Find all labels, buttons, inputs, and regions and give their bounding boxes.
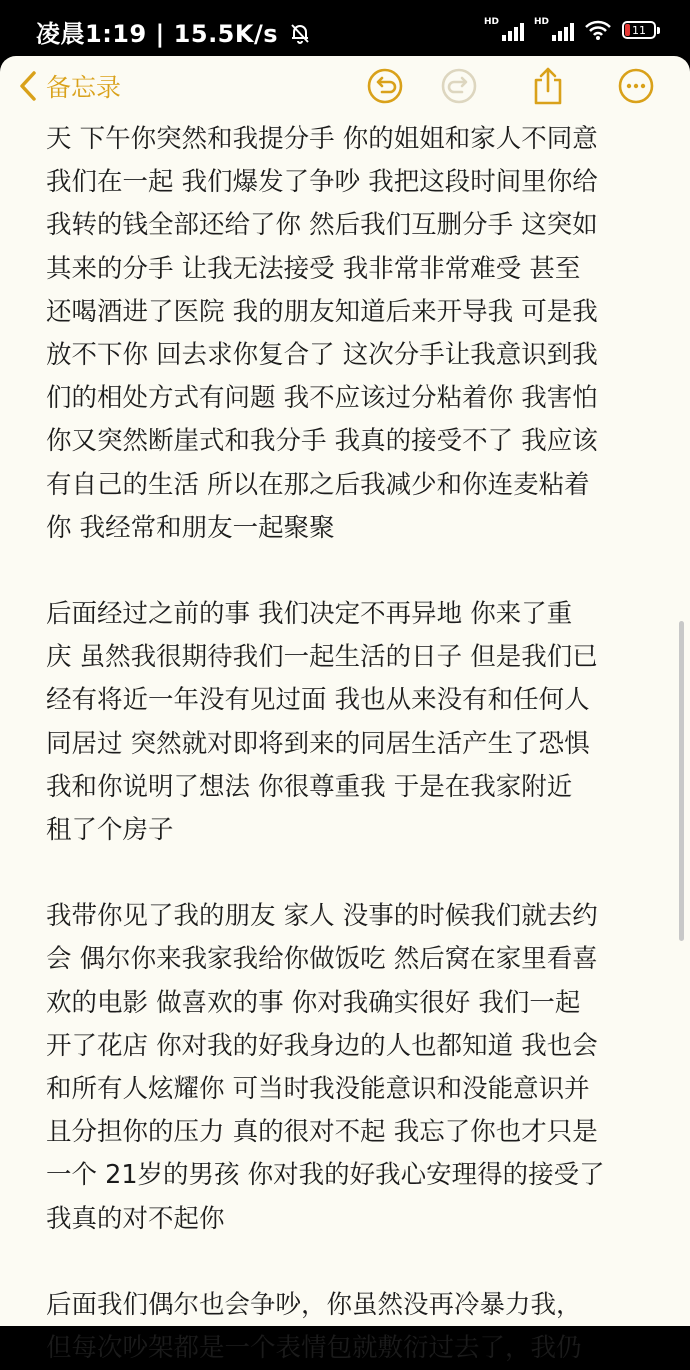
battery-level: 11 <box>632 23 646 37</box>
more-button[interactable] <box>614 64 658 108</box>
hd-label: HD <box>534 17 550 27</box>
share-icon <box>530 66 566 106</box>
note-paragraph: 后面我们偶尔也会争吵，你虽然没再冷暴力我， 但每次吵架都是一个表情包就敷衍过去了，我仍 <box>46 1289 582 1364</box>
chevron-left-icon <box>18 70 38 102</box>
back-label: 备忘录 <box>46 73 122 102</box>
status-time-network <box>36 14 311 49</box>
hd-label: HD <box>484 17 500 27</box>
status-icons <box>484 16 656 44</box>
undo-button[interactable] <box>363 64 407 108</box>
note-paragraph: 我带你见了我的朋友 家人 没事的时候我们就去约 会 偶尔你来我家我给你做饭吃 然后窝在家里看喜 欢的电影 做喜欢的事 你对我确实很好 我们一起 开了花店 你对我的好我身边的人也都知道 我也会 和所有人炫耀你 可当时我没能意识和没能意识并 且分担你的压力 真的很对不起 我忘了你也才只是 一个 21岁的男孩 你对我的好我心安理得的接受了 我真的对不起你 <box>46 901 605 1234</box>
more-icon <box>617 67 655 105</box>
signal-icon <box>484 19 524 41</box>
navigation-bar <box>0 56 690 116</box>
note-body[interactable] <box>46 118 652 1370</box>
redo-button[interactable] <box>437 64 481 108</box>
note-paragraph: 后面经过之前的事 我们决定不再异地 你来了重 庆 虽然我很期待我们一起生活的日子 但是我们已 经有将近一年没有见过面 我也从来没有和任何人 同居过 突然就对即将到来的同居生活产生了恐惧 我和你说明了想法 你很尊重我 于是在我家附近 租了个房子 <box>46 599 598 846</box>
battery-icon <box>622 21 656 39</box>
mute-bell-icon <box>289 22 311 44</box>
undo-icon <box>366 67 404 105</box>
share-button[interactable] <box>526 64 570 108</box>
status-time-speed: 凌晨1:19 | 15.5K/s <box>36 20 279 48</box>
scrollbar[interactable] <box>679 621 684 941</box>
redo-icon <box>440 67 478 105</box>
signal-icon <box>534 19 574 41</box>
wifi-icon <box>584 19 612 41</box>
notes-app <box>0 56 690 1364</box>
note-paragraph: 天 下午你突然和我提分手 你的姐姐和家人不同意 我们在一起 我们爆发了争吵 我把这段时间里你给 我转的钱全部还给了你 然后我们互删分手 这突如 其来的分手 让我无法接受 我非常非常难受 甚至 还喝酒进了医院 我的朋友知道后来开导我 可是我 放不下你 回去求你复合了 这次分手让我意识到我 们的相处方式有问题 我不应该过分粘着你 我害怕 你又突然断崖式和我分手 我真的接受不了 我应该 有自己的生活 所以在那之后我减少和你连麦粘着 你 我经常和朋友一起聚聚 <box>46 124 598 543</box>
status-bar <box>0 0 690 60</box>
back-button[interactable] <box>18 64 121 108</box>
